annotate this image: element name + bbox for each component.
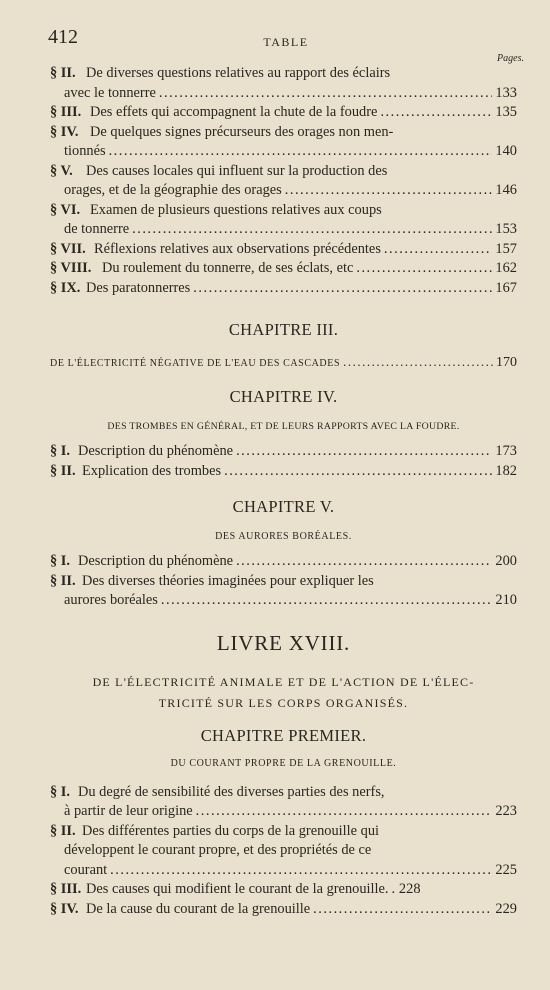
entry-title-line: Examen de plusieurs questions relatives aux coups	[90, 201, 382, 218]
page-ref: 228	[398, 881, 421, 897]
entry-title-line: de tonnerre	[64, 221, 130, 237]
page-ref: 153	[495, 221, 517, 237]
section-number: § I.	[50, 783, 70, 800]
leader-dots	[110, 861, 492, 881]
leader-dots	[236, 552, 492, 572]
book-subtitle-line: DE L'ÉLECTRICITÉ ANIMALE ET DE L'ACTION DE L'ÉLEC-	[92, 674, 475, 689]
section-number: § II.	[50, 65, 76, 81]
leader-dots	[343, 354, 493, 370]
leader-dots	[161, 591, 492, 611]
leader-dots	[109, 142, 492, 162]
entry-title-line: développent le courant propre, et des propriétés de ce	[64, 842, 372, 858]
toc-entry	[50, 240, 517, 260]
entry-title-line: Des causes qui modifient le courant de la grenouille.	[86, 881, 389, 897]
book-heading: LIVRE XVIII.	[216, 630, 351, 655]
chapter-subtitle-text: DE L'ÉLECTRICITÉ NÉGATIVE DE L'EAU DES CASCADES	[50, 358, 341, 369]
section-number: § V.	[50, 162, 73, 179]
entry-title-line: De quelques signes précurseurs des orages non men-	[90, 123, 394, 140]
section-number: § III.	[50, 881, 82, 897]
section-number: § II.	[50, 822, 76, 839]
section-number: § III.	[50, 104, 82, 120]
entry-title-line: Des diverses théories imaginées pour expliquer les	[82, 572, 374, 589]
toc-entry	[50, 162, 517, 201]
leader-dots	[236, 442, 492, 462]
leader-dots	[224, 462, 492, 482]
section-number: § VI.	[50, 201, 81, 218]
running-title: TABLE	[263, 35, 309, 49]
section-number: § II.	[50, 462, 76, 479]
page-ref: 223	[495, 803, 517, 819]
chapter-heading: CHAPITRE IV.	[229, 387, 338, 406]
chapter-subtitle: DU COURANT PROPRE DE LA GRENOUILLE.	[170, 757, 397, 769]
page-ref: 162	[495, 260, 517, 276]
page-ref: 135	[495, 104, 517, 120]
entry-title-line: Des effets qui accompagnent la chute de la foudre	[90, 104, 378, 120]
toc-entry	[50, 900, 517, 920]
entry-title-line: Description du phénomène	[78, 443, 234, 459]
entry-title-line: Des causes locales qui influent sur la production des	[86, 162, 388, 179]
entry-title-line: courant	[64, 861, 108, 878]
chapter-heading: CHAPITRE PREMIER.	[200, 725, 367, 745]
page-ref: 210	[495, 592, 517, 608]
page-ref: 146	[495, 182, 517, 198]
toc-entry	[50, 783, 517, 822]
page-ref: 173	[495, 443, 517, 459]
entry-title-line: De la cause du courant de la grenouille	[86, 900, 311, 917]
table-of-contents	[50, 64, 517, 919]
page-number: 412	[48, 26, 78, 48]
section-number: § II.	[50, 572, 76, 589]
leader-dots	[159, 84, 492, 104]
toc-entry	[50, 201, 517, 240]
entry-title-line: Du degré de sensibilité des diverses parties des nerfs,	[78, 783, 385, 800]
toc-entry	[50, 880, 517, 900]
book-subtitle-line: TRICITÉ SUR LES CORPS ORGANISÉS.	[158, 695, 409, 710]
toc-entry	[50, 572, 517, 611]
leader-dots	[356, 259, 492, 279]
pages-column-label: Pages.	[497, 53, 524, 64]
leader-dots	[285, 181, 492, 201]
leader-dots	[384, 240, 492, 260]
chapter-heading: CHAPITRE V.	[232, 497, 335, 516]
section-number: § I.	[50, 553, 70, 569]
entry-title-line: Description du phénomène	[78, 553, 234, 569]
entry-title-line: tionnés	[64, 143, 106, 159]
section-number: § IV.	[50, 900, 79, 917]
entry-title-line: orages, et de la géographie des orages	[64, 182, 282, 198]
toc-entry	[50, 123, 517, 162]
book-subtitle	[50, 672, 517, 714]
entry-title-line: aurores boréales	[64, 592, 158, 608]
entry-title-line: Du roulement du tonnerre, de ses éclats, etc	[102, 260, 354, 276]
page-ref: 182	[495, 462, 517, 479]
leader-dots	[196, 802, 492, 822]
toc-entry	[50, 822, 517, 881]
toc-entry	[50, 442, 517, 462]
entry-title-line: Réflexions relatives aux observations précédentes	[94, 240, 381, 257]
page-ref: 170	[496, 355, 517, 370]
page-ref: 133	[495, 84, 517, 101]
entry-title-line: Explication des trombes	[82, 462, 222, 479]
chapter-subtitle: DES AURORES BORÉALES.	[215, 531, 352, 542]
page-ref: 225	[495, 861, 517, 878]
leader-dots	[193, 279, 492, 299]
page-ref: 167	[495, 279, 517, 296]
leader-dots	[313, 900, 492, 920]
chapter-subtitle	[50, 354, 517, 371]
entry-title-line: Des paratonnerres	[86, 279, 191, 296]
entry-title-line: à partir de leur origine	[64, 803, 193, 819]
toc-entry	[50, 552, 517, 572]
toc-entry	[50, 259, 517, 279]
chapter-subtitle: DES TROMBES EN GÉNÉRAL, ET DE LEURS RAPPORTS AVEC LA FOUDRE.	[107, 421, 460, 432]
section-number: § VII.	[50, 240, 86, 257]
leader-dots	[132, 220, 492, 240]
page-ref: 140	[495, 143, 517, 159]
section-number: § IV.	[50, 123, 79, 140]
toc-entry	[50, 103, 517, 123]
page-ref: 200	[495, 553, 517, 569]
entry-title-line: Des différentes parties du corps de la grenouille qui	[82, 822, 380, 839]
chapter-heading: CHAPITRE III.	[228, 320, 339, 339]
toc-entry	[50, 279, 517, 299]
section-number: § I.	[50, 443, 70, 459]
entry-title-line: avec le tonnerre	[64, 84, 156, 101]
toc-entry	[50, 462, 517, 482]
page-ref: 157	[495, 240, 517, 257]
section-number: § VIII.	[50, 260, 92, 276]
entry-title-line: De diverses questions relatives au rapport des éclairs	[86, 65, 391, 81]
page-header	[48, 26, 524, 64]
leader-dots	[380, 103, 492, 123]
section-number: § IX.	[50, 279, 81, 296]
page-ref: 229	[495, 900, 517, 917]
leader-dots	[392, 880, 396, 900]
toc-entry	[50, 64, 517, 103]
